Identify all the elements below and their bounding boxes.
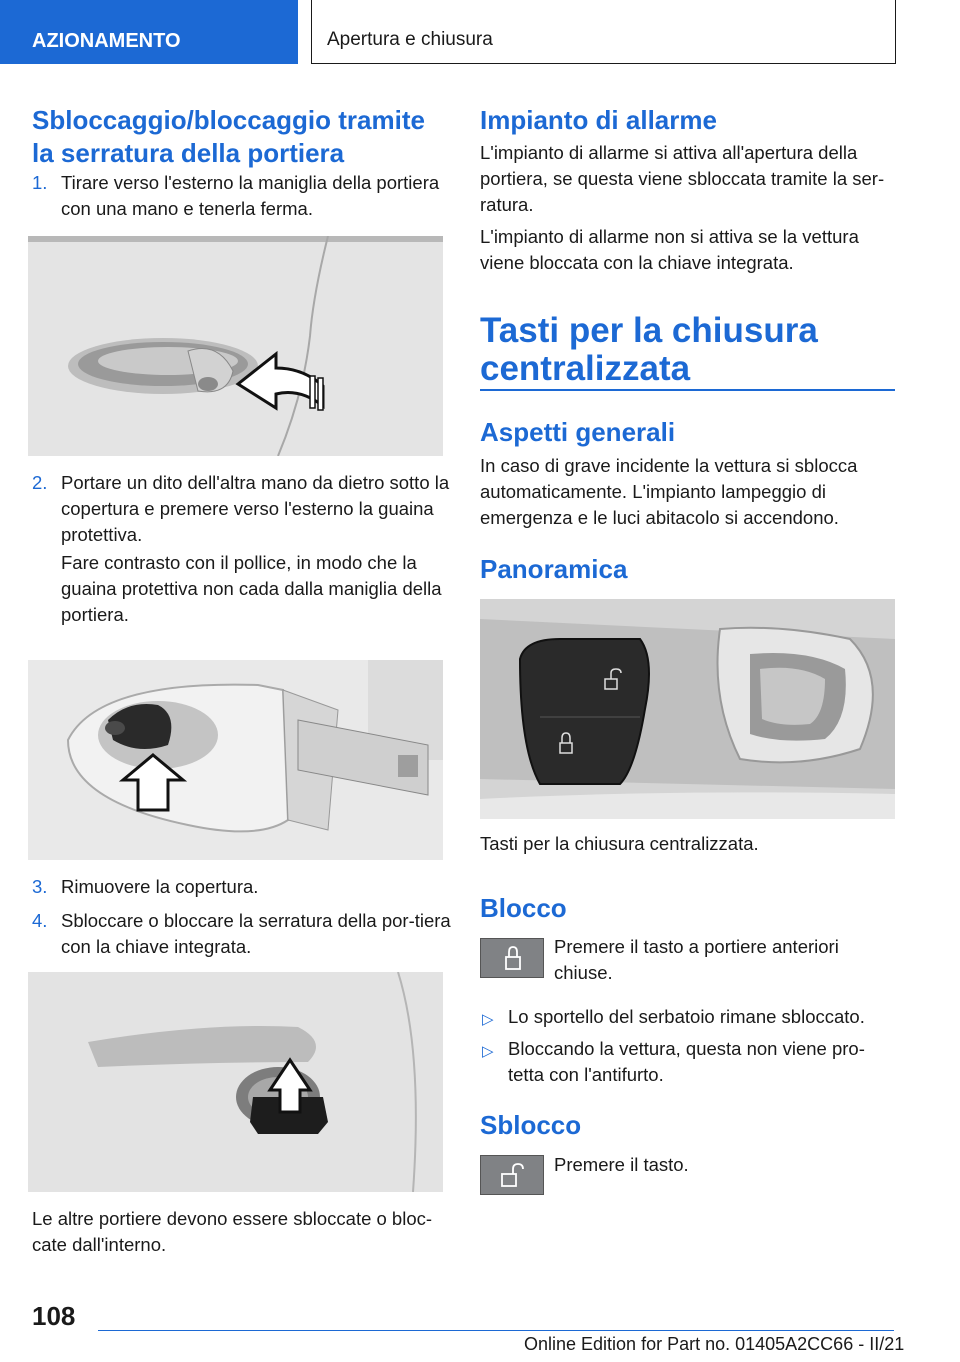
heading-general: Aspetti generali (480, 417, 676, 447)
heading-rule (480, 389, 895, 391)
lock-bullet-2: Bloccando la vettura, questa non viene pro-tetta con l'antifurto. (508, 1038, 865, 1085)
alarm-paragraph-2: L'impianto di allarme non si attiva se la vettura viene bloccata con la chiave integrata. (480, 226, 859, 273)
general-paragraph: In caso di grave incidente la vettura si sblocca automaticamente. L'impianto lampeggio di emergenza e le luci abitacolo si accendono. (480, 455, 858, 528)
lock-bullet-1: Lo sportello del serbatoio rimane sbloccato. (508, 1006, 865, 1027)
step-3-text: Rimuovere la copertura. (61, 876, 259, 897)
closing-note: Le altre portiere devono essere sbloccate o bloc-cate dall'interno. (32, 1208, 433, 1255)
edition-note: Online Edition for Part no. 01405A2CC66 - II/21 (524, 1334, 905, 1354)
section-tab: AZIONAMENTO (0, 0, 298, 64)
handle-cover-image (28, 660, 443, 860)
door-handle-image (28, 236, 443, 456)
lock-instruction: Premere il tasto a portiere anteriori chiuse. (554, 936, 839, 983)
alarm-paragraph-1: L'impianto di allarme si attiva all'apertura della portiera, se questa viene sbloccata tramite la ser-ratura. (480, 142, 885, 215)
step-number: 2. (32, 472, 48, 493)
heading-alarm: Impianto di allarme (480, 105, 717, 135)
heading-door-lock: Sbloccaggio/bloccaggio tramite la serratura della portiera (32, 105, 425, 168)
overview-caption: Tasti per la chiusura centralizzata. (480, 833, 759, 854)
bullet-triangle-icon: ▷ (482, 1043, 494, 1060)
footer-rule (98, 1330, 894, 1331)
heading-unlock: Sblocco (480, 1110, 582, 1140)
unlock-instruction: Premere il tasto. (554, 1154, 689, 1175)
step-number: 1. (32, 172, 48, 193)
step-number: 3. (32, 876, 48, 897)
step-1-text: Tirare verso l'esterno la maniglia della portiera con una mano e tenerla ferma. (61, 172, 440, 219)
chapter-title: Apertura e chiusura (311, 0, 896, 64)
step-2-text: Portare un dito dell'altra mano da dietro sotto la copertura e premere verso l'esterno la guaina protettiva. (61, 472, 450, 545)
lock-button-icon (480, 938, 544, 978)
step-4-text: Sbloccare o bloccare la serratura della por-tiera con la chiave integrata. (61, 910, 451, 957)
heading-central-locking: Tasti per la chiusura centralizzata (480, 311, 818, 388)
page-number: 108 (32, 1301, 76, 1331)
step-number: 4. (32, 910, 48, 931)
bullet-triangle-icon: ▷ (482, 1011, 494, 1028)
step-2-note: Fare contrasto con il pollice, in modo che la guaina protettiva non cada dalla maniglia della portiera. (61, 552, 442, 625)
central-locking-buttons-image (480, 599, 895, 819)
key-in-lock-image (28, 972, 443, 1192)
heading-overview: Panoramica (480, 554, 628, 584)
heading-lock: Blocco (480, 893, 567, 923)
unlock-button-icon (480, 1155, 544, 1195)
